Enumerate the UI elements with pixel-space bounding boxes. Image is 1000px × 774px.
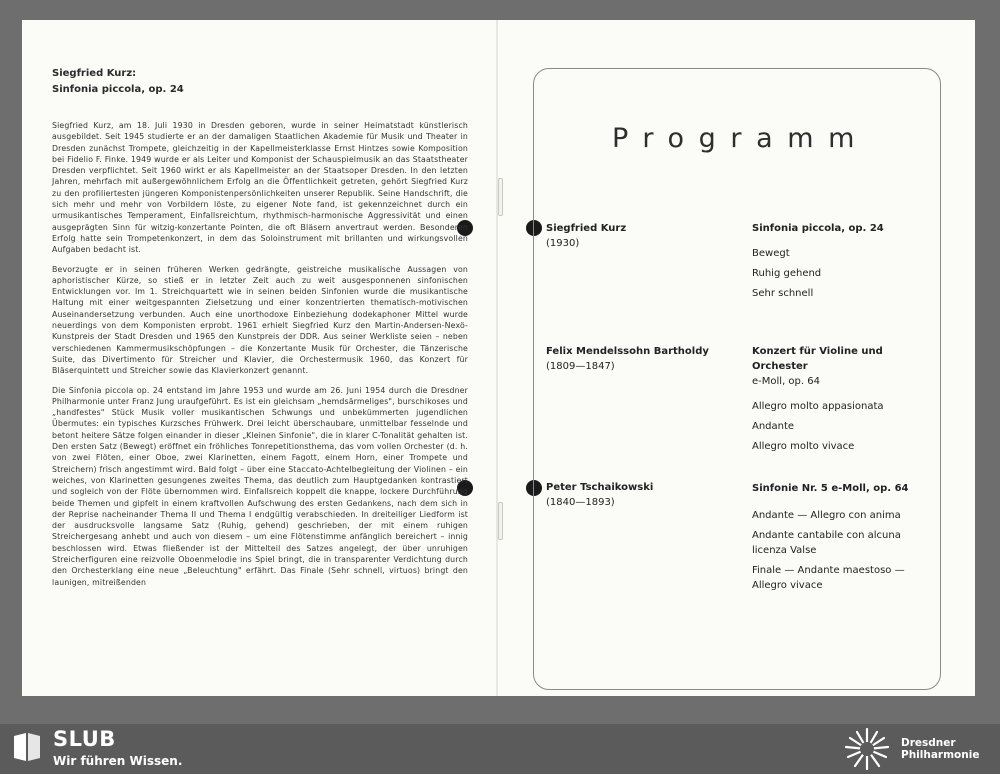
program-composer [546,344,709,374]
staple-bottom [498,502,503,540]
book-page-icon [13,732,41,762]
partner-line1: Dresdner [901,737,956,749]
work-title: Sinfonia piccola, op. 24 [752,223,884,234]
movement: Allegro molto vivace [752,440,855,452]
movement: Finale — Andante maestoso — Allegro vivace [752,564,905,591]
center-fold [496,20,498,696]
slub-name[interactable]: SLUB [53,727,116,751]
movement: Allegro molto appasionata [752,401,884,412]
program-work [752,481,937,597]
movement-list [752,399,937,454]
partner-name[interactable] [901,737,979,761]
program-composer [546,221,626,251]
movement: Sehr schnell [752,287,814,299]
program-work [752,344,937,458]
program-heading: Programm [612,123,870,154]
composer-years: (1930) [546,238,580,249]
work-title: Sinfonie Nr. 5 e-Moll, op. 64 [752,483,909,494]
program-notes [52,66,468,596]
partner-line2: Philharmonie [901,749,980,761]
movement: Andante cantabile con alcuna licenza Valse [752,529,901,556]
movement-list [752,508,937,593]
composer-name: Felix Mendelssohn Bartholdy [546,346,709,357]
composer-name: Siegfried Kurz [546,223,627,234]
composer-years: (1840—1893) [546,497,615,508]
work-title: Konzert für Violine und Orchester [752,346,883,372]
slub-tagline: Wir führen Wissen. [53,754,183,768]
movement-list [752,246,937,301]
composer-years: (1809—1847) [546,361,615,372]
notes-composer-title: Siegfried Kurz: [52,68,137,79]
composer-name: Peter Tschaikowski [546,482,654,493]
notes-work-title: Sinfonia piccola, op. 24 [52,84,184,95]
footer-bar [0,724,1000,774]
work-subtitle: e-Moll, op. 64 [752,376,820,387]
notes-paragraph: Bevorzugte er in seinen früheren Werken gedrängte, geistreiche musikalische Aussagen von aphoristischer Kürze, so stieß er in letzter Zeit auch zu weit ausgesponnenen sinfonischen Entwicklungen vor. Im 1. Streichquartett wie in seinen beiden Sinfonien wurde die musikantische Haltung mit einer weitgespannten Zielsetzung und einer konzentrierten thematisch-motivischen Auseinandersetzung verbunden. Auch eine unorthodoxe Einbeziehung dodekaphoner Mittel wurde neuerdings von dem Komponisten erprobt. 1961 erhielt Siegfried Kurz den Martin-Andersen-Nexö-Kunstpreis der Stadt Dresden und 1965 den Kunstpreis der DDR. Aus seiner Werkliste seien – neben verschiedenen Kammermusikschöpfungen – die Konzertante Musik für Orchester, die Tänzerische Suite, das Divertimento für Streicher und Klavier, die Orchestermusik 1960, das Konzert für Bläserquintett und Streicher sowie das Klavierkonzert genannt. [52,264,468,376]
notes-paragraph: Siegfried Kurz, am 18. Juli 1930 in Dresden geboren, wurde in seiner Heimatstadt künstlerisch ausgebildet. Seit 1945 studierte er an der damaligen Staatlichen Akademie für Musik und Theater in Dresden zunächst Trompete, gleichzeitig in der Kapellmeisterklasse Ernst Hintzes sowie Komposition bei Fidelio F. Finke. 1949 wurde er als Leiter und Komponist der Schauspielmusik an das Staatstheater Dresden verpflichtet. Seit 1960 wirkt er als Kapellmeister an der Staatsoper Dresden. In den letzten Jahren, mehrfach mit außergewöhnlichem Erfolg an die Öffentlichkeit getreten, gehört Siegfried Kurz zu den profiliertesten jüngeren Komponistenpersönlichkeiten unserer Republik. Seine Handschrift, die sich mehr und mehr von Vorbildern löste, zu eigener Note fand, ist gekennzeichnet durch ein urmusikantisches Temperament, Einfallsreichtum, rhythmisch-harmonische Aggressivität und einen ausgeprägten Sinn für witzig-konzertante Pointen, die oft Bläsern anvertraut werden. Besonderen Erfolg hatte sein Trompetenkonzert, in dem das Soloinstrument mit brillanten und wirkungsvollen Aufgaben bedacht ist. [52,121,468,255]
notes-paragraph: Die Sinfonia piccola op. 24 entstand im Jahre 1953 und wurde am 26. Juni 1954 durch die Dresdner Philharmonie unter Franz Jung uraufgeführt. Es ist ein gleichsam „hemdsärmeliges", burschikoses und „handfestes" Stück Musik voller musikantischen Schwungs und unbekümmerten jugendlichen Übermutes: ein typisches Kurzsches Frühwerk. Drei leicht überschaubare, unmittelbar fesselnde und betont heitere Sätze folgen einander in dieser „Kleinen Sinfonie", die in klarer C-Tonalität gehalten ist. Den ersten Satz (Bewegt) eröffnet ein fröhliches Tonrepetitionsthema, das vom vollen Orchester (d. h. von zwei Flöten, einer Oboe, zwei Klarinetten, einem Fagott, einem Horn, einer Trompete und Streichern) frisch angestimmt wird. Bald folgt – über eine Staccato-Achtelbegleitung der Violinen – ein weiches, von Klarinetten gesungenes zweites Thema, das deutlich zum Hauptgedanken kontrastiert und sogleich von der Flöte übernommen wird. Einfallsreich koppelt die knappe, lockere Durchführung beide Themen und gipfelt in einem kraftvollen Aufschwung des ersten Gedankens, nach dem sich in der Reprise nacheinander Thema II und Thema I endgültig verabschieden. In dreiteiliger Liedform ist der ausdrucksvolle langsame Satz (Ruhig, gehend) geschrieben, der mit einem ruhigen Streichergesang anhebt und auch von diesem – um eine Flötenstimme anfänglich bereichert – innig beschlossen wird. Etwas fließender ist der Mittelteil des Satzes angelegt, der über unruhigen Streicherfiguren eine reizvolle Oboenmelodie ins Spiel bringt, die in transparenter Verdichtung durch den Orchesterklang eine neue „Beleuchtung" erfährt. Das Finale (Sehr schnell, virtuos) bringt den launigen, mitreißenden [52,385,468,587]
program-work [752,221,937,305]
movement: Andante [752,420,795,432]
program-composer [546,480,653,510]
staple-top [498,178,503,216]
sunburst-icon [842,727,892,771]
movement: Bewegt [752,248,790,259]
movement: Andante — Allegro con anima [752,510,901,521]
movement: Ruhig gehend [752,267,822,279]
